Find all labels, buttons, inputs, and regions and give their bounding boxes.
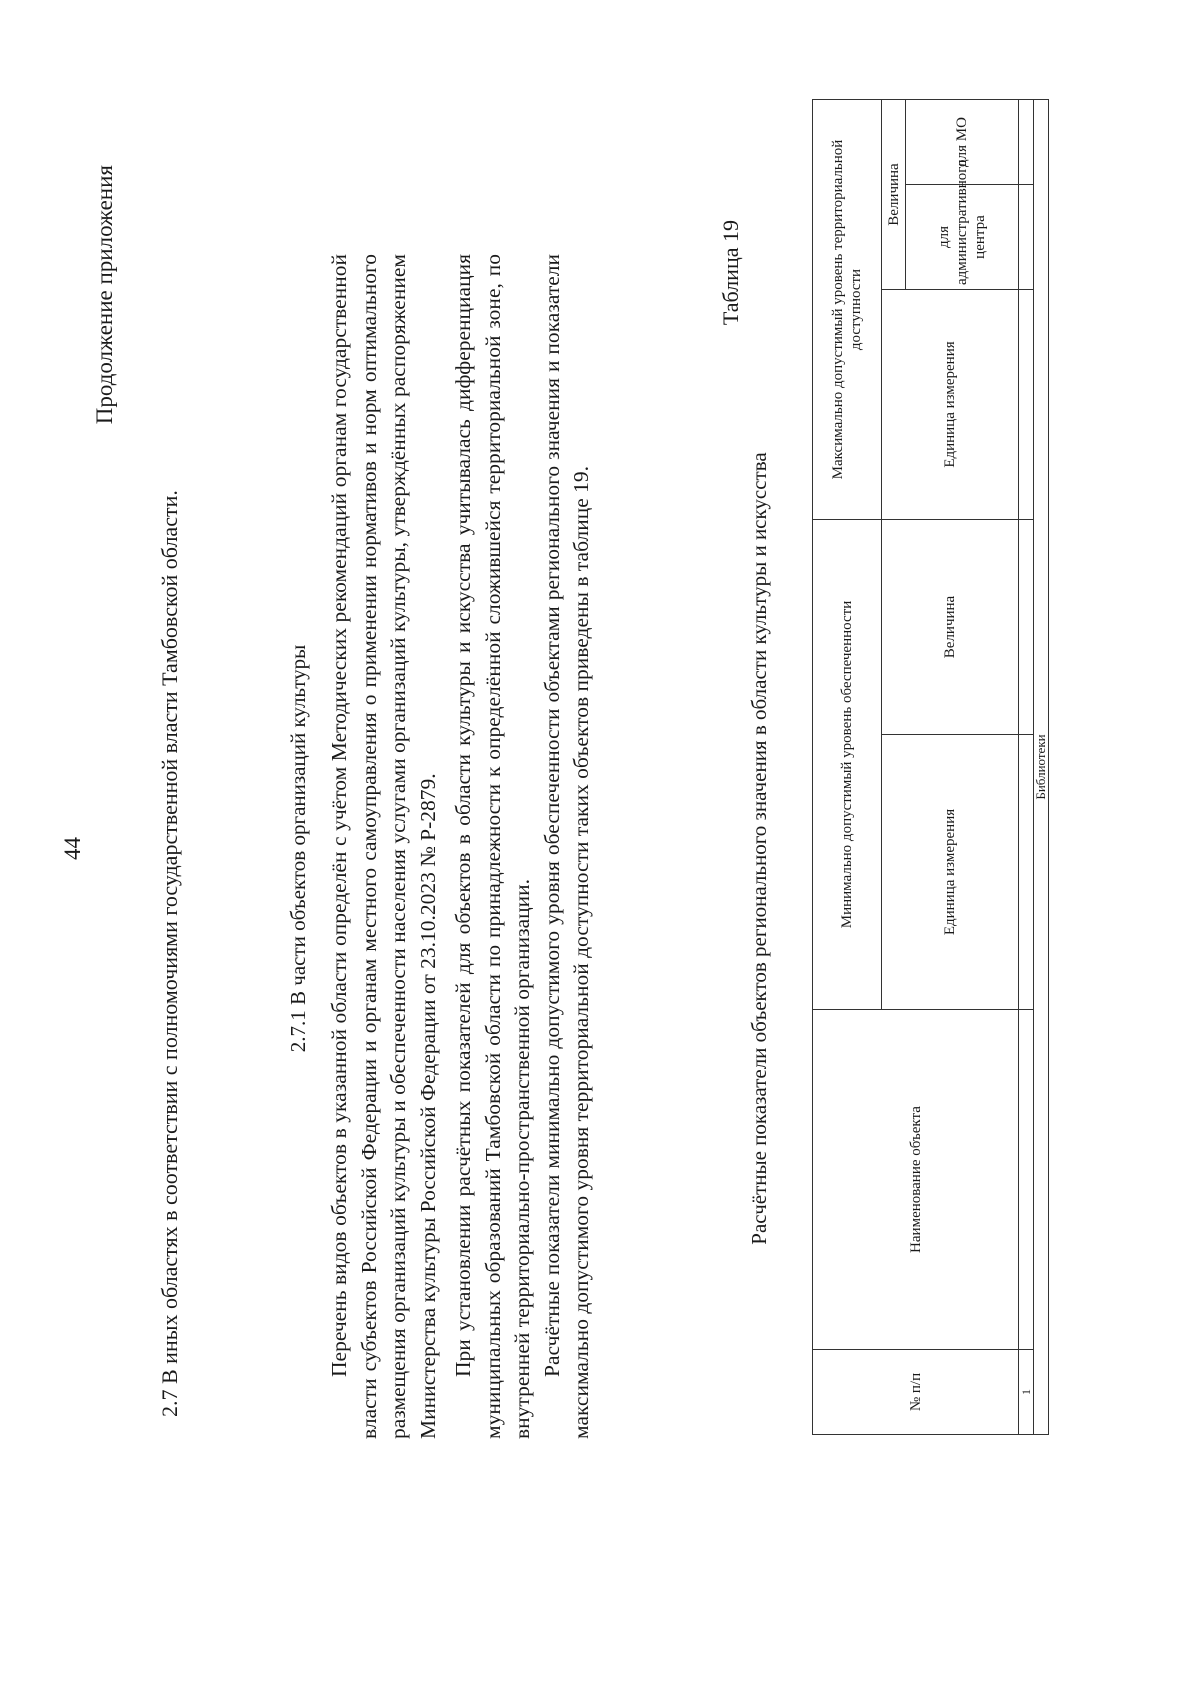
table-label: Таблица 19 — [718, 220, 743, 326]
header-max-group: Максимально допустимый уровень территориальной доступности — [813, 100, 882, 520]
paragraph-3: Расчётные показатели минимально допустимого уровня обеспеченности объектами регионального значения и показатели максимально допустимого уровня территориальной доступности таких объектов приведены в таблице 19. — [539, 254, 593, 1439]
cell-min-value — [1019, 520, 1034, 735]
table-row — [1019, 100, 1034, 1435]
cell-max-unit — [1019, 290, 1034, 520]
paragraph-list — [325, 254, 597, 1439]
header-value-mo: для МО — [906, 100, 1019, 185]
section-heading: 2.7 В иных областях в соответствии с полномочиями государственной власти Тамбовской области. — [157, 490, 182, 1417]
paragraph-1: Перечень видов объектов в указанной области определён с учётом Методических рекомендаций органам государственной власти субъектов Российской Федерации и органам местного самоуправления о применении нормативов и норм оптимального размещения организаций культуры и обеспеченности населения услугами организаций культуры, утверждённых распоряжением Министерства культуры Российской Федерации от 23.10.2023 № Р-2879. — [327, 254, 440, 1439]
subsection-heading: 2.7.1 В части объектов организаций культуры — [286, 644, 310, 1053]
table-title: Расчётные показатели объектов регионального значения в области культуры и искусства — [747, 452, 771, 1245]
header-value-admin: для административного центра — [906, 185, 1019, 290]
header-min-unit: Единица измерения — [882, 735, 1019, 1010]
section-label: Библиотеки — [1034, 100, 1049, 1435]
cell-name — [1019, 1010, 1034, 1350]
header-name: Наименование объекта — [813, 1010, 1019, 1350]
paragraph-2: При установлении расчётных показателей для объектов в области культуры и искусства учитывалась дифференциация муниципальных образований Тамбовской области по принадлежности к определённой сложившейся территориальной зоне, по внутренней территориально-пространственной организации. — [451, 254, 534, 1439]
page-number: 44 — [60, 837, 85, 860]
table-header-row — [813, 100, 882, 1435]
cell-min-unit — [1019, 735, 1034, 1010]
table-section-row — [1034, 100, 1049, 1435]
header-min-group: Минимально допустимый уровень обеспеченности — [813, 520, 882, 1010]
header-max-unit: Единица измерения — [882, 290, 1019, 520]
cell-num: 1 — [1019, 1350, 1034, 1435]
header-num: № п/п — [813, 1350, 1019, 1435]
cell-max-mo — [1019, 100, 1034, 185]
header-max-value: Величина — [882, 100, 906, 290]
cell-max-admin — [1019, 185, 1034, 290]
indicators-table — [812, 99, 1049, 1435]
continuation-note: Продолжение приложения — [92, 165, 117, 425]
header-min-value: Величина — [882, 520, 1019, 735]
